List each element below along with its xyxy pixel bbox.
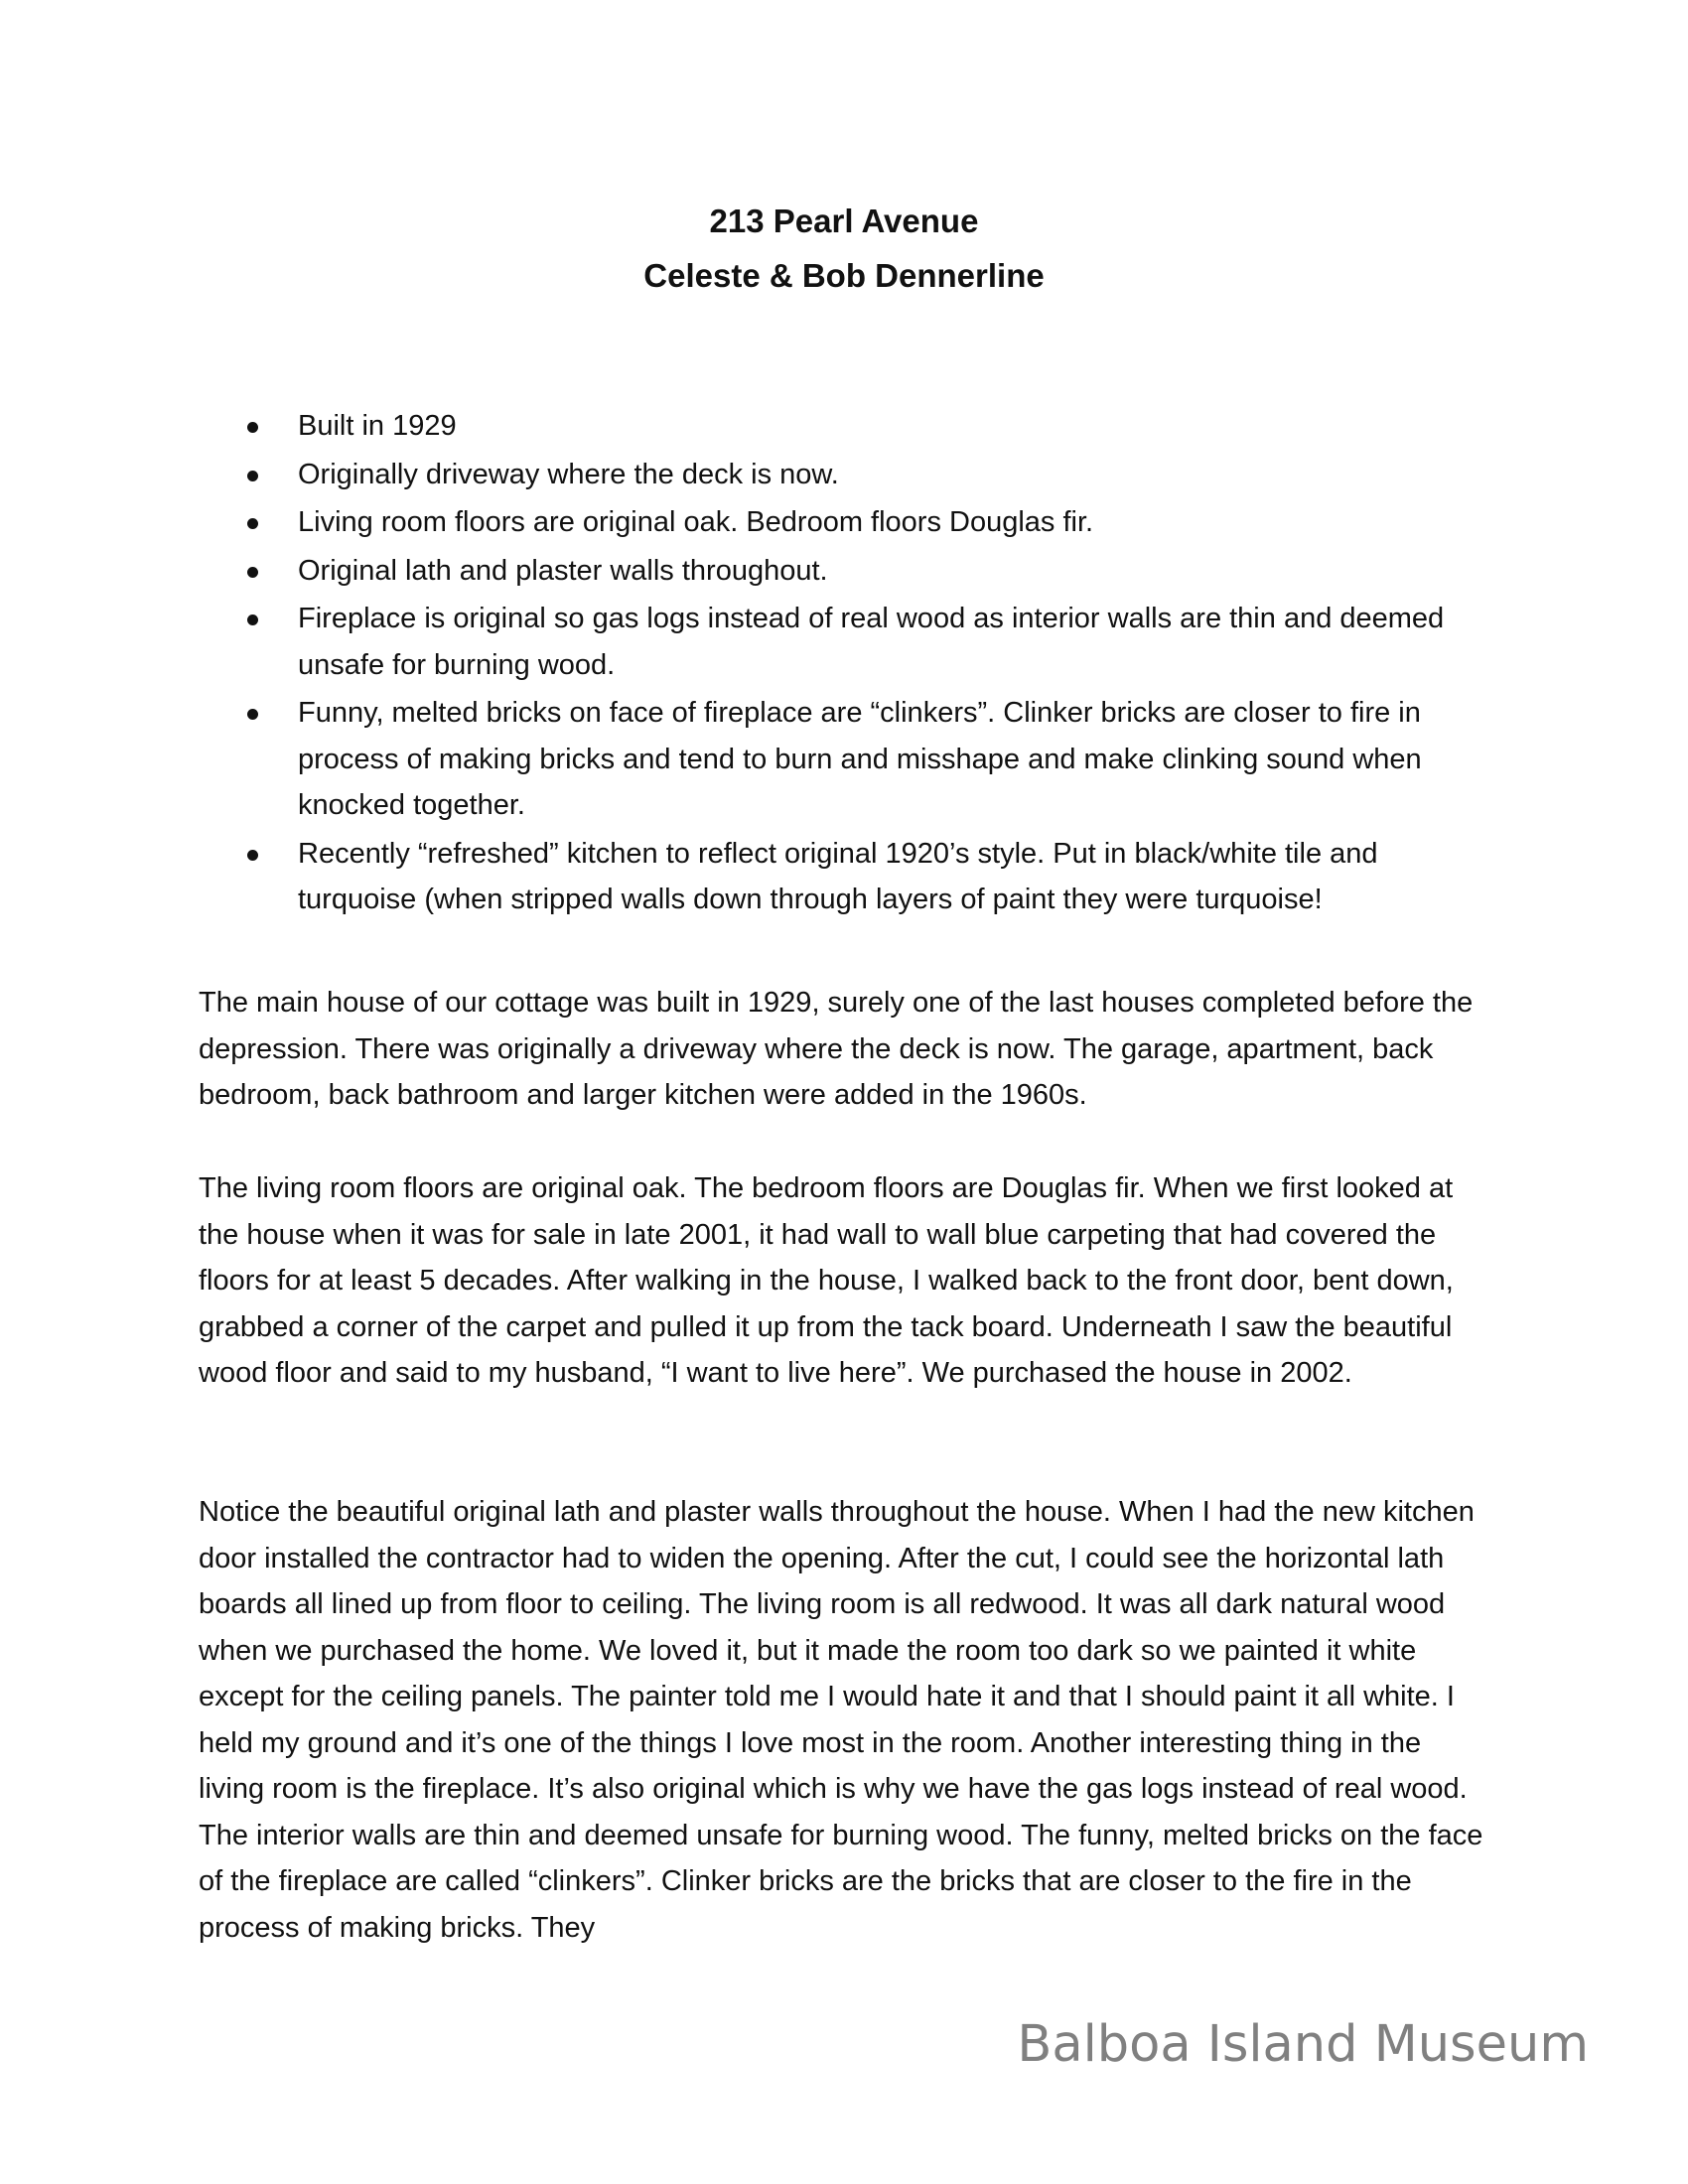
owners-title: Celeste & Bob Dennerline: [643, 257, 1045, 294]
list-item-text: Fireplace is original so gas logs instead of real wood as interior walls are thin and deemed unsafe for burning wood.: [298, 603, 1445, 681]
bullet-icon: [247, 422, 258, 433]
bullet-icon: [247, 850, 258, 861]
bullet-icon: [247, 709, 258, 720]
list-item: [199, 403, 1489, 450]
list-item-text: Living room floors are original oak. Bedroom floors Douglas fir.: [298, 506, 1094, 538]
list-item: [199, 499, 1489, 546]
bullet-icon: [247, 518, 258, 529]
address-title: 213 Pearl Avenue: [709, 203, 979, 239]
list-item-text: Original lath and plaster walls throughout.: [298, 554, 828, 587]
list-item-text: Originally driveway where the deck is now.: [298, 458, 839, 490]
bullet-icon: [247, 471, 258, 481]
document-header: [0, 194, 1688, 303]
list-item: [199, 831, 1489, 923]
list-item-text: Built in 1929: [298, 410, 457, 442]
bullet-icon: [247, 567, 258, 578]
list-item: [199, 452, 1489, 498]
list-item-text: Recently “refreshed” kitchen to reflect original 1920’s style. Put in black/white tile and turquoise (when stripped walls down through layers of paint they were turquoise!: [298, 837, 1378, 915]
paragraph-walls: Notice the beautiful original lath and plaster walls throughout the house. When I had the new kitchen door installed the contractor had to widen the opening. After the cut, I could see the horizontal lath boards all lined up from floor to ceiling. The living room is all redwood. It was all dark natural wood when we purchased the home. We loved it, but it made the room too dark so we painted it white except for the ceiling panels. The painter told me I would hate it and that I should paint it all white. I held my ground and it’s one of the things I love most in the room. Another interesting thing in the living room is the fireplace. It’s also original which is why we have the gas logs instead of real wood. The interior walls are thin and deemed unsafe for burning wood. The funny, melted bricks on the face of the fireplace are called “clinkers”. Clinker bricks are the bricks that are closer to the fire in the process of making bricks. They: [199, 1496, 1483, 1944]
list-item: [199, 690, 1489, 829]
paragraph-history: The main house of our cottage was built in 1929, surely one of the last houses completed before the depression. There was originally a driveway where the deck is now. The garage, apartment, back bedroom, back bathroom and larger kitchen were added in the 1960s.: [199, 987, 1474, 1111]
museum-watermark: Balboa Island Museum: [1017, 2015, 1589, 2074]
bullet-icon: [247, 614, 258, 625]
list-item: [199, 548, 1489, 595]
list-item-text: Funny, melted bricks on face of fireplace are “clinkers”. Clinker bricks are closer to fire in process of making bricks and tend to burn and misshape and make clinking sound when knocked together.: [298, 697, 1422, 821]
highlights-list: [199, 403, 1489, 925]
paragraph-floors: The living room floors are original oak. The bedroom floors are Douglas fir. When we first looked at the house when it was for sale in late 2001, it had wall to wall blue carpeting that had covered the floors for at least 5 decades. After walking in the house, I walked back to the front door, bent down, grabbed a corner of the carpet and pulled it up from the tack board. Underneath I saw the beautiful wood floor and said to my husband, “I want to live here”. We purchased the house in 2002.: [199, 1172, 1454, 1389]
list-item: [199, 596, 1489, 688]
